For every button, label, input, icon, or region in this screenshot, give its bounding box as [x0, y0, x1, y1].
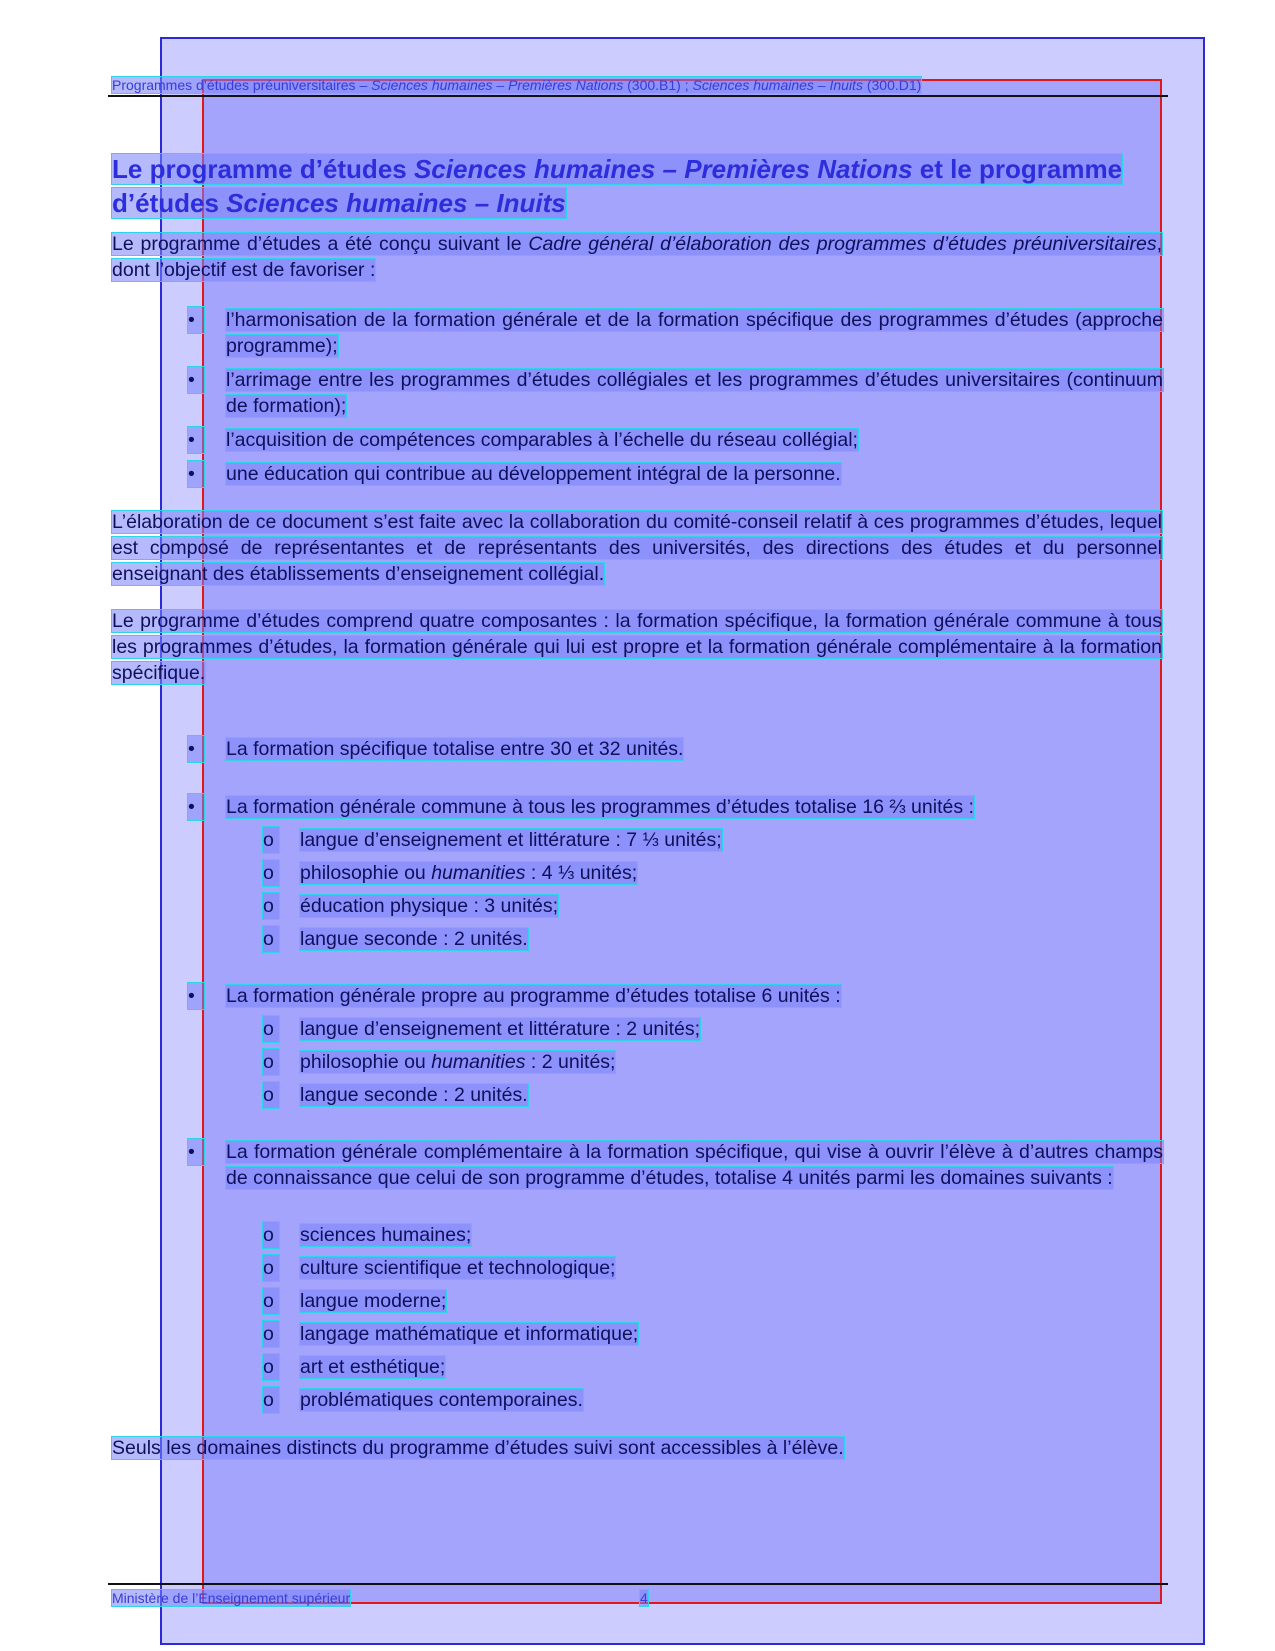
- intro-after: , dont l’objectif est de favoriser :: [112, 233, 1163, 281]
- sub-item-text: : 4 ⅓ unités;: [525, 862, 638, 884]
- sub-list-item: [263, 1222, 1163, 1248]
- sub-bullet-marker: o: [263, 1082, 279, 1108]
- sub-list-item: [263, 1049, 1163, 1075]
- domain-item-text: culture scientifique et technologique;: [300, 1257, 616, 1279]
- sub-bullet-marker: o: [263, 1288, 279, 1314]
- list-item: [188, 983, 1163, 1009]
- sub-bullet-marker: o: [263, 1321, 279, 1347]
- bullet-marker: •: [188, 1139, 204, 1165]
- title-part-2: Sciences humaines – Premières Nations: [413, 154, 913, 184]
- footer-ministry: [112, 1590, 350, 1606]
- domain-item-text: art et esthétique;: [300, 1356, 446, 1378]
- objective-text: l’acquisition de compétences comparables à l’échelle du réseau collégial;: [226, 429, 858, 451]
- sub-item-text: éducation physique : 3 unités;: [300, 895, 559, 917]
- header-code-a: (300.B1) ;: [623, 77, 693, 93]
- title-part-3: et le programme d’études: [112, 154, 1123, 218]
- sub-bullet-marker: o: [263, 1387, 279, 1413]
- domain-item-text: langue moderne;: [300, 1290, 447, 1312]
- sub-bullet-marker: o: [263, 1255, 279, 1281]
- header-program-a: Sciences humaines – Premières Nations: [371, 77, 624, 93]
- sub-list-item: [263, 1354, 1163, 1380]
- page-number-text: 4: [640, 1590, 648, 1606]
- components-paragraph: [112, 608, 1162, 686]
- sub-list-item: [263, 1255, 1163, 1281]
- complementary-formation-label: La formation générale complémentaire à la formation spécifique, qui vise à ouvrir l’élève à d’autres champs de connaissance que celui de son programme d’études, totalise 4 unités parmi les domaines suivants :: [226, 1141, 1163, 1189]
- bullet-marker: •: [188, 736, 204, 762]
- list-item: [188, 794, 1163, 820]
- page-title: [112, 152, 1162, 220]
- sub-list-item: [263, 1016, 1163, 1042]
- closing-text: Seuls les domaines distincts du programme d’études suivi sont accessibles à l’élève.: [112, 1437, 844, 1459]
- sub-bullet-marker: o: [263, 893, 279, 919]
- bullet-marker: •: [188, 461, 204, 487]
- list-item: [188, 736, 1163, 762]
- sub-list-item: [263, 926, 1163, 952]
- sub-item-text: philosophie ou: [300, 862, 432, 884]
- title-part-4: Sciences humaines – Inuits: [226, 188, 566, 218]
- objective-text: une éducation qui contribue au développement intégral de la personne.: [226, 463, 841, 485]
- footer-rule: [108, 1583, 1168, 1585]
- list-item: [188, 1139, 1163, 1191]
- list-item: [188, 427, 1163, 453]
- sub-bullet-marker: o: [263, 1222, 279, 1248]
- list-item: [188, 461, 1163, 487]
- sub-list-item: [263, 827, 1163, 853]
- header-prefix: Programmes d’études préuniversitaires –: [112, 77, 372, 93]
- sub-list-item: [263, 1387, 1163, 1413]
- humanities-term: humanities: [431, 1051, 526, 1073]
- specific-formation-text: La formation spécifique totalise entre 30 et 32 unités.: [226, 738, 684, 760]
- bullet-marker: •: [188, 794, 204, 820]
- closing-paragraph: [112, 1435, 1162, 1461]
- sub-list-item: [263, 1321, 1163, 1347]
- page-number: [640, 1590, 648, 1606]
- objective-text: l’harmonisation de la formation générale et de la formation spécifique des programmes d’études (approche programme);: [226, 309, 1163, 357]
- elaboration-text: L’élaboration de ce document s’est faite avec la collaboration du comité-conseil relatif à ces programmes d’études, lequel est composé de représentantes et de représentants des universités, des directions des études et du personnel enseignant des établissements d’enseignement collégial.: [112, 511, 1162, 585]
- header-code-b: (300.D1): [862, 77, 922, 93]
- list-item: [188, 307, 1163, 359]
- domain-item-text: sciences humaines;: [300, 1224, 472, 1246]
- footer-ministry-text: Ministère de l’Enseignement supérieur: [112, 1590, 351, 1606]
- sub-bullet-marker: o: [263, 827, 279, 853]
- bullet-marker: •: [188, 307, 204, 333]
- humanities-term: humanities: [431, 862, 526, 884]
- domain-item-text: langage mathématique et informatique;: [300, 1323, 639, 1345]
- bullet-marker: •: [188, 427, 204, 453]
- sub-bullet-marker: o: [263, 860, 279, 886]
- common-formation-label: La formation générale commune à tous les programmes d’études totalise 16 ⅔ unités :: [226, 796, 974, 818]
- own-formation-label: La formation générale propre au programme d’études totalise 6 unités :: [226, 985, 841, 1007]
- sub-item-text: langue seconde : 2 unités.: [300, 928, 528, 950]
- intro-paragraph: [112, 231, 1162, 283]
- header-rule: [108, 95, 1168, 97]
- list-item: [188, 367, 1163, 419]
- components-text: Le programme d’études comprend quatre composantes : la formation spécifique, la formation générale commune à tous les programmes d’études, la formation générale qui lui est propre et la formation générale complémentaire à la formation spécifique.: [112, 610, 1162, 684]
- intro-cadre: Cadre général d’élaboration des programmes d’études préuniversitaires: [528, 233, 1157, 255]
- sub-item-text: langue seconde : 2 unités.: [300, 1084, 528, 1106]
- sub-list-item: [263, 893, 1163, 919]
- domain-item-text: problématiques contemporaines.: [300, 1389, 583, 1411]
- bullet-marker: •: [188, 983, 204, 1009]
- header-program-b: Sciences humaines – Inuits: [692, 77, 863, 93]
- running-header: [112, 77, 921, 93]
- sub-item-text: langue d’enseignement et littérature : 7 ⅓ unités;: [300, 829, 722, 851]
- sub-bullet-marker: o: [263, 1049, 279, 1075]
- intro-before: Le programme d’études a été conçu suivant le: [112, 233, 529, 255]
- sub-item-text: : 2 unités;: [525, 1051, 616, 1073]
- sub-item-text: philosophie ou: [300, 1051, 432, 1073]
- sub-bullet-marker: o: [263, 1354, 279, 1380]
- sub-list-item: [263, 860, 1163, 886]
- objective-text: l’arrimage entre les programmes d’études collégiales et les programmes d’études universitaires (continuum de formation);: [226, 369, 1163, 417]
- bullet-marker: •: [188, 367, 204, 393]
- sub-list-item: [263, 1288, 1163, 1314]
- sub-bullet-marker: o: [263, 1016, 279, 1042]
- title-part-1: Le programme d’études: [112, 154, 414, 184]
- sub-item-text: langue d’enseignement et littérature : 2 unités;: [300, 1018, 701, 1040]
- sub-list-item: [263, 1082, 1163, 1108]
- elaboration-paragraph: [112, 509, 1162, 587]
- sub-bullet-marker: o: [263, 926, 279, 952]
